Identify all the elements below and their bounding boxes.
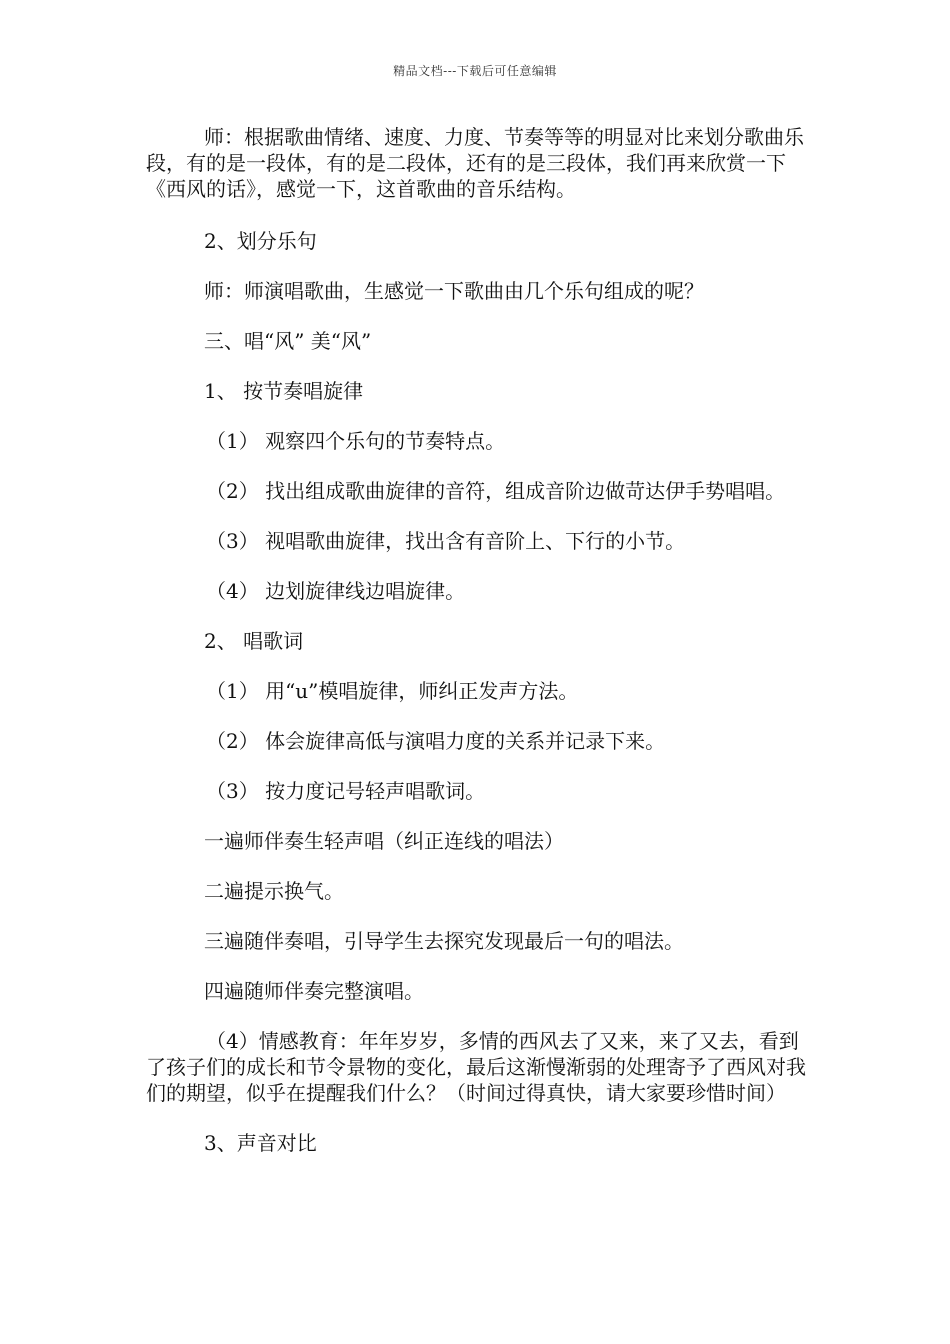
heading-divide-phrases: 2、划分乐句 (204, 229, 317, 253)
lyrics-item-2: （2） 体会旋律高低与演唱力度的关系并记录下来。 (206, 729, 666, 753)
pass-three: 三遍随伴奏唱，引导学生去探究发现最后一句的唱法。 (204, 929, 684, 953)
paragraph-emotional-education: （4）情感教育：年年岁岁，多情的西风去了又来，来了又去，看到了孩子们的成长和节令景物的变化，最后这渐慢渐弱的处理寄予了西风对我们的期望，似乎在提醒我们什么？（时间过得真快，请大家要珍惜时间） (146, 1029, 806, 1105)
list-item-2: （2） 找出组成歌曲旋律的音符，组成音阶边做苛达伊手势唱唱。 (206, 479, 786, 503)
heading-sound-contrast: 3、声音对比 (204, 1131, 317, 1155)
paragraph-structure: 师：根据歌曲情绪、速度、力度、节奏等等的明显对比来划分歌曲乐段，有的是一段体，有的是二段体，还有的是三段体，我们再来欣赏一下《西风的话》，感觉一下，这首歌曲的音乐结构。 (146, 125, 804, 201)
pass-one: 一遍师伴奏生轻声唱（纠正连线的唱法） (204, 829, 564, 853)
pass-four: 四遍随师伴奏完整演唱。 (204, 979, 424, 1003)
lyrics-item-1: （1） 用“u”模唱旋律，师纠正发声方法。 (206, 679, 579, 703)
list-item-4: （4） 边划旋律线边唱旋律。 (206, 579, 466, 603)
lyrics-item-3: （3） 按力度记号轻声唱歌词。 (206, 779, 486, 803)
list-item-3: （3） 视唱歌曲旋律，找出含有音阶上、下行的小节。 (206, 529, 686, 553)
heading-section-three: 三、唱“风” 美“风” (204, 329, 372, 353)
list-item-1: （1） 观察四个乐句的节奏特点。 (206, 429, 506, 453)
page-header: 精品文档---下载后可任意编辑 (393, 64, 557, 78)
document-body (146, 124, 806, 1156)
heading-sing-melody: 1、 按节奏唱旋律 (204, 379, 364, 403)
heading-sing-lyrics: 2、 唱歌词 (204, 629, 304, 653)
paragraph-teacher-sings: 师：师演唱歌曲，生感觉一下歌曲由几个乐句组成的呢？ (204, 279, 704, 303)
pass-two: 二遍提示换气。 (204, 879, 344, 903)
